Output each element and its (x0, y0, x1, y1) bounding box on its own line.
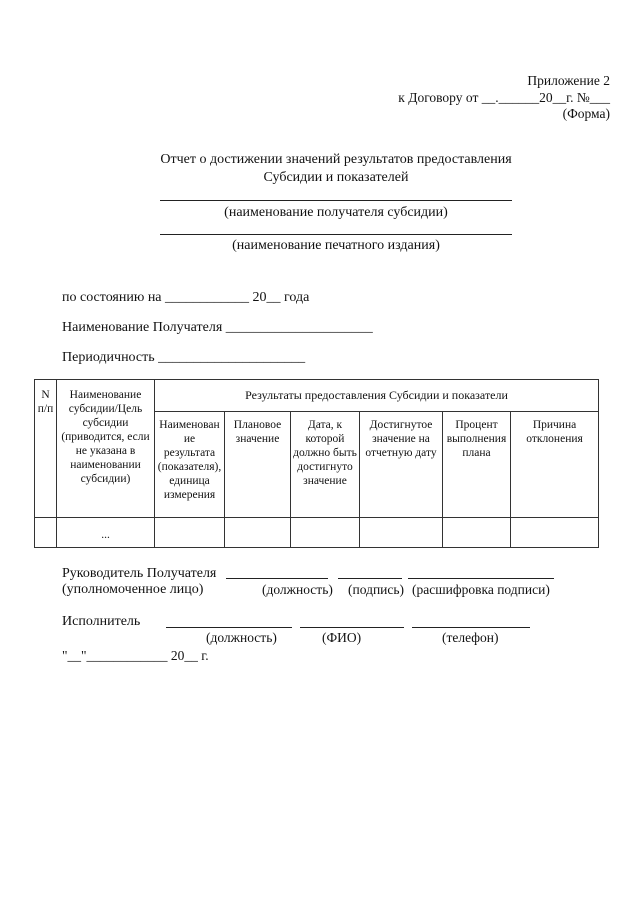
col-result-name-header: Наименование результата (показателя), единица измерения (155, 412, 225, 518)
table-cell (511, 518, 599, 548)
col-deviation-reason-header: Причина отклонения (511, 412, 599, 518)
publication-name-line (160, 234, 512, 235)
recipient-name-caption: (наименование получателя субсидии) (224, 205, 448, 220)
head-position-line (226, 578, 328, 579)
executor-position-caption: (должность) (206, 630, 277, 645)
head-decoding-line (408, 578, 554, 579)
head-sublabel: (уполномоченное лицо) (62, 582, 204, 597)
recipient-field: Наименование Получателя _____________________ (62, 320, 373, 335)
table-row (35, 518, 599, 548)
col-achieved-value-header: Достигнутое значение на отчетную дату (360, 412, 443, 518)
col-planned-value-header: Плановое значение (225, 412, 291, 518)
as-of-date-field: по состоянию на ____________ 20__ года (62, 290, 310, 305)
executor-fio-caption: (ФИО) (322, 630, 362, 645)
head-signature-caption: (подпись) (348, 582, 405, 597)
form-label: (Форма) (562, 106, 610, 121)
report-title-line2: Субсидии и показателей (263, 170, 409, 185)
report-title-line1: Отчет о достижении значений результатов предоставления (160, 152, 512, 167)
date-line: "__"____________ 20__ г. (62, 648, 209, 663)
executor-label: Исполнитель (62, 614, 141, 629)
table-cell-placeholder: ... (57, 518, 155, 548)
col-completion-percent-header: Процент выполнения плана (443, 412, 511, 518)
head-position-caption: (должность) (262, 582, 333, 597)
head-label: Руководитель Получателя (62, 566, 217, 581)
recipient-name-line (160, 200, 512, 201)
appendix-label: Приложение 2 (527, 73, 610, 88)
col-number-header: N п/п (35, 380, 57, 518)
executor-fio-line (300, 627, 404, 628)
table-cell (360, 518, 443, 548)
col-subsidy-header: Наименование субсидии/Цель субсидии (приводится, если не указана в наименовании субсидии) (57, 380, 155, 518)
report-table (34, 379, 599, 548)
table-cell (225, 518, 291, 548)
table-cell (155, 518, 225, 548)
table-cell (291, 518, 360, 548)
publication-name-caption: (наименование печатного издания) (232, 238, 440, 253)
results-group-header: Результаты предоставления Субсидии и показатели (155, 380, 599, 412)
head-signature-line (338, 578, 402, 579)
table-cell (35, 518, 57, 548)
executor-phone-caption: (телефон) (442, 630, 499, 645)
contract-reference: к Договору от __.______20__г. №___ (398, 90, 610, 105)
table-cell (443, 518, 511, 548)
periodicity-field: Периодичность _____________________ (62, 350, 306, 365)
col-target-date-header: Дата, к которой должно быть достигнуто значение (291, 412, 360, 518)
executor-phone-line (412, 627, 530, 628)
executor-position-line (166, 627, 292, 628)
head-decoding-caption: (расшифровка подписи) (412, 582, 550, 597)
